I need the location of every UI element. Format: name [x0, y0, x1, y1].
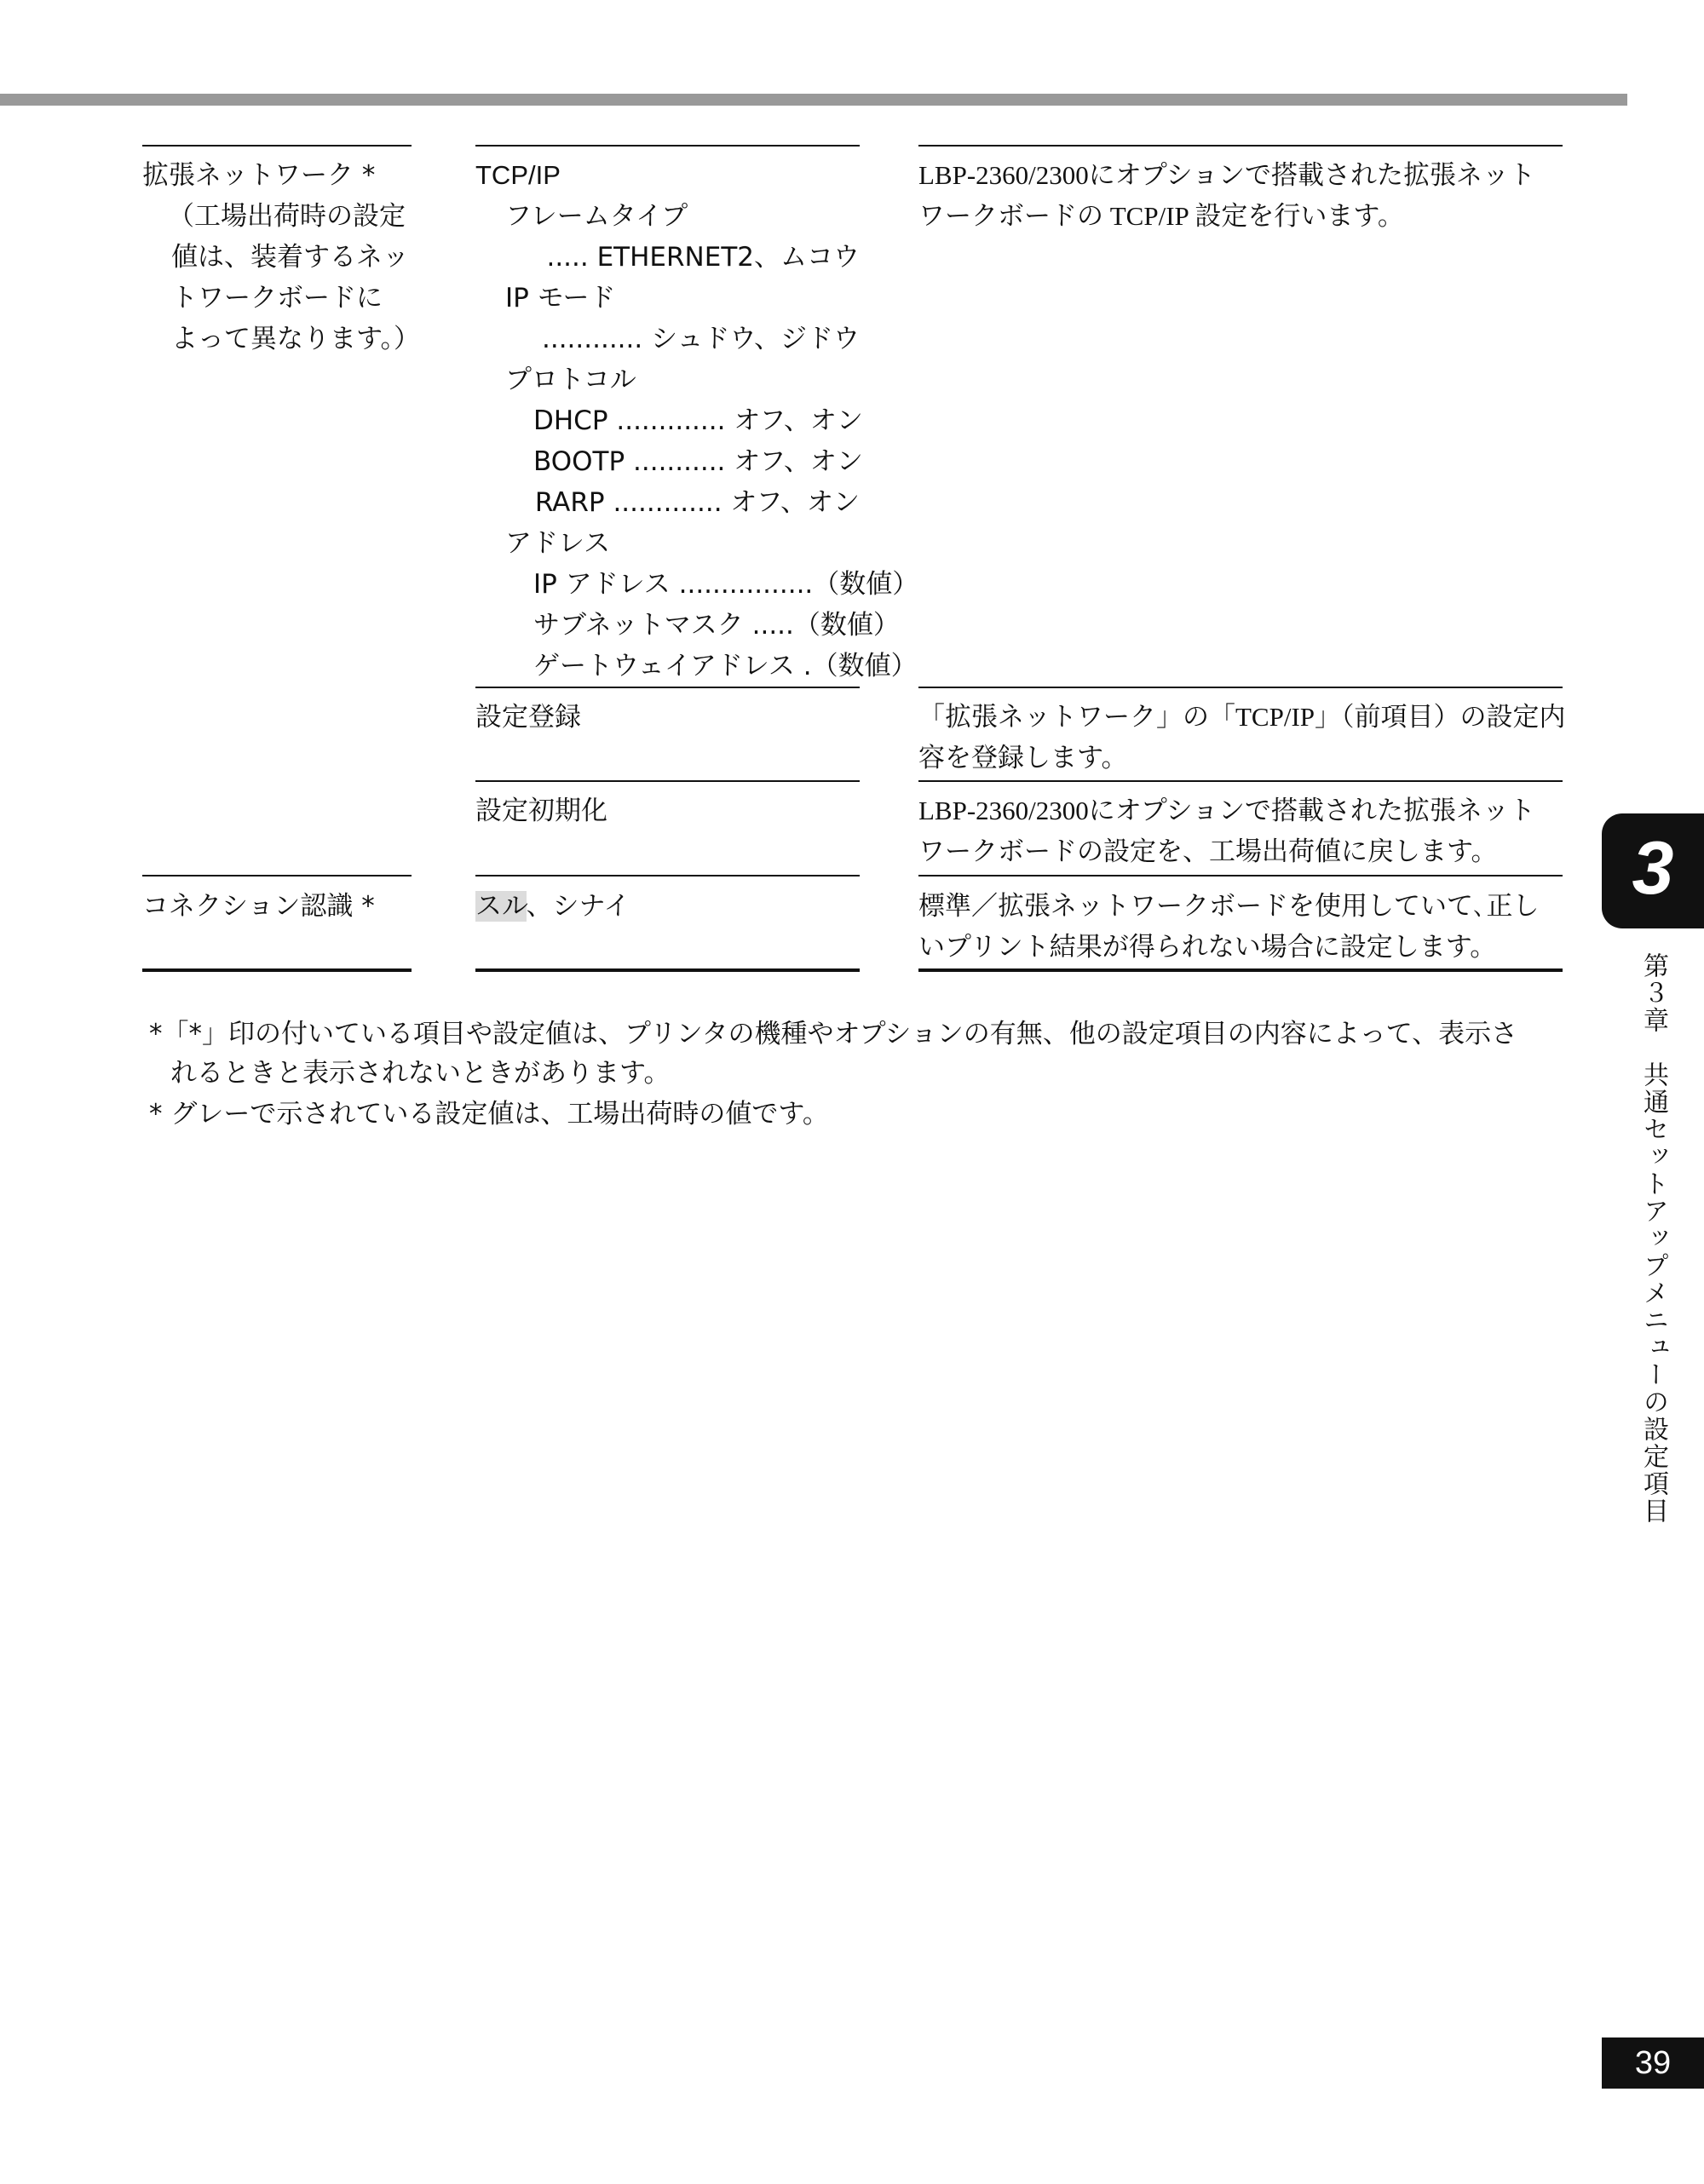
setting-ip-mode: IP モード [505, 283, 616, 313]
setting-frame-type-values: ..... ETHERNET2、ムコウ [546, 242, 860, 273]
table-bottom-rule [142, 968, 412, 972]
table-rule [918, 875, 1563, 876]
item-extended-network: 拡張ネットワーク * [142, 160, 376, 191]
setting-subnet-mask: サブネットマスク .....（数値） [533, 610, 900, 641]
footnote-2: * グレーで示されている設定値は、工場出荷時の値です。 [149, 1099, 829, 1129]
setting-protocol: プロトコル [505, 365, 636, 395]
setting-ip-mode-values: ............ シュドウ、ジドウ [541, 324, 860, 354]
item-note-line: よって異なります。） [171, 324, 421, 354]
table-bottom-rule [475, 968, 860, 972]
setting-register: 設定登録 [475, 702, 581, 733]
table-rule [142, 875, 412, 876]
chapter-tab [1602, 813, 1704, 928]
setting-dhcp: DHCP ............. オフ、オン [533, 405, 863, 436]
setting-address: アドレス [505, 528, 611, 559]
chapter-number: 3 [1632, 825, 1674, 910]
footnote-1-line-2: れるときと表示されないときがあります。 [170, 1058, 671, 1089]
other-value: 、シナイ [526, 891, 630, 922]
item-note-line: （工場出荷時の設定 [168, 201, 406, 232]
item-note-line: トワークボードに [171, 283, 383, 313]
setting-tcpip: TCP/IP [475, 160, 561, 190]
setting-rarp: RARP ............. オフ、オン [534, 487, 860, 518]
table-rule [918, 780, 1563, 782]
table-bottom-rule [918, 968, 1563, 972]
setting-connection-values [475, 886, 630, 927]
footnote-1-line-1: *「*」印の付いている項目や設定値は、プリンタの機種やオプションの有無、他の設定項目の内容によって、表示さ [149, 1019, 1518, 1049]
top-header-bar [0, 94, 1627, 106]
desc-initialize-line: LBP-2360/2300にオプションで搭載された拡張ネット [918, 796, 1535, 825]
item-connection-recognition: コネクション認識 * [142, 891, 375, 922]
table-rule [475, 875, 860, 876]
desc-initialize-line: ワークボードの設定を、工場出荷値に戻します。 [918, 836, 1498, 866]
desc-tcpip-line: ワークボードの TCP/IP 設定を行います。 [918, 201, 1404, 231]
setting-frame-type: フレームタイプ [505, 201, 688, 232]
table-rule [475, 145, 860, 147]
setting-ip-address: IP アドレス ................（数値） [533, 569, 919, 600]
desc-register-line: 「拡張ネットワーク」の「TCP/IP」（前項目）の設定内 [918, 702, 1566, 732]
setting-gateway: ゲートウェイアドレス .（数値） [533, 651, 918, 681]
table-rule [918, 145, 1563, 147]
table-rule [918, 687, 1563, 688]
setting-bootp: BOOTP ........... オフ、オン [533, 446, 863, 477]
table-rule [475, 780, 860, 782]
default-value-highlight: スル [475, 891, 527, 922]
desc-register-line: 容を登録します。 [918, 743, 1128, 773]
desc-tcpip-line: LBP-2360/2300にオプションで搭載された拡張ネット [918, 160, 1535, 190]
table-rule [475, 687, 860, 688]
table-rule [142, 145, 412, 147]
desc-connection-line: 標準／拡張ネットワークボードを使用していて､正し [918, 891, 1540, 922]
item-note-line: 値は、装着するネッ [171, 242, 409, 273]
desc-connection-line: いプリント結果が得られない場合に設定します。 [918, 932, 1497, 963]
chapter-side-title: 第３章 共通セットアップメニューの設定項目 [1638, 952, 1668, 1525]
page-number: 39 [1634, 2045, 1672, 2081]
setting-initialize: 設定初期化 [475, 796, 607, 826]
page-number-box [1602, 2037, 1704, 2089]
